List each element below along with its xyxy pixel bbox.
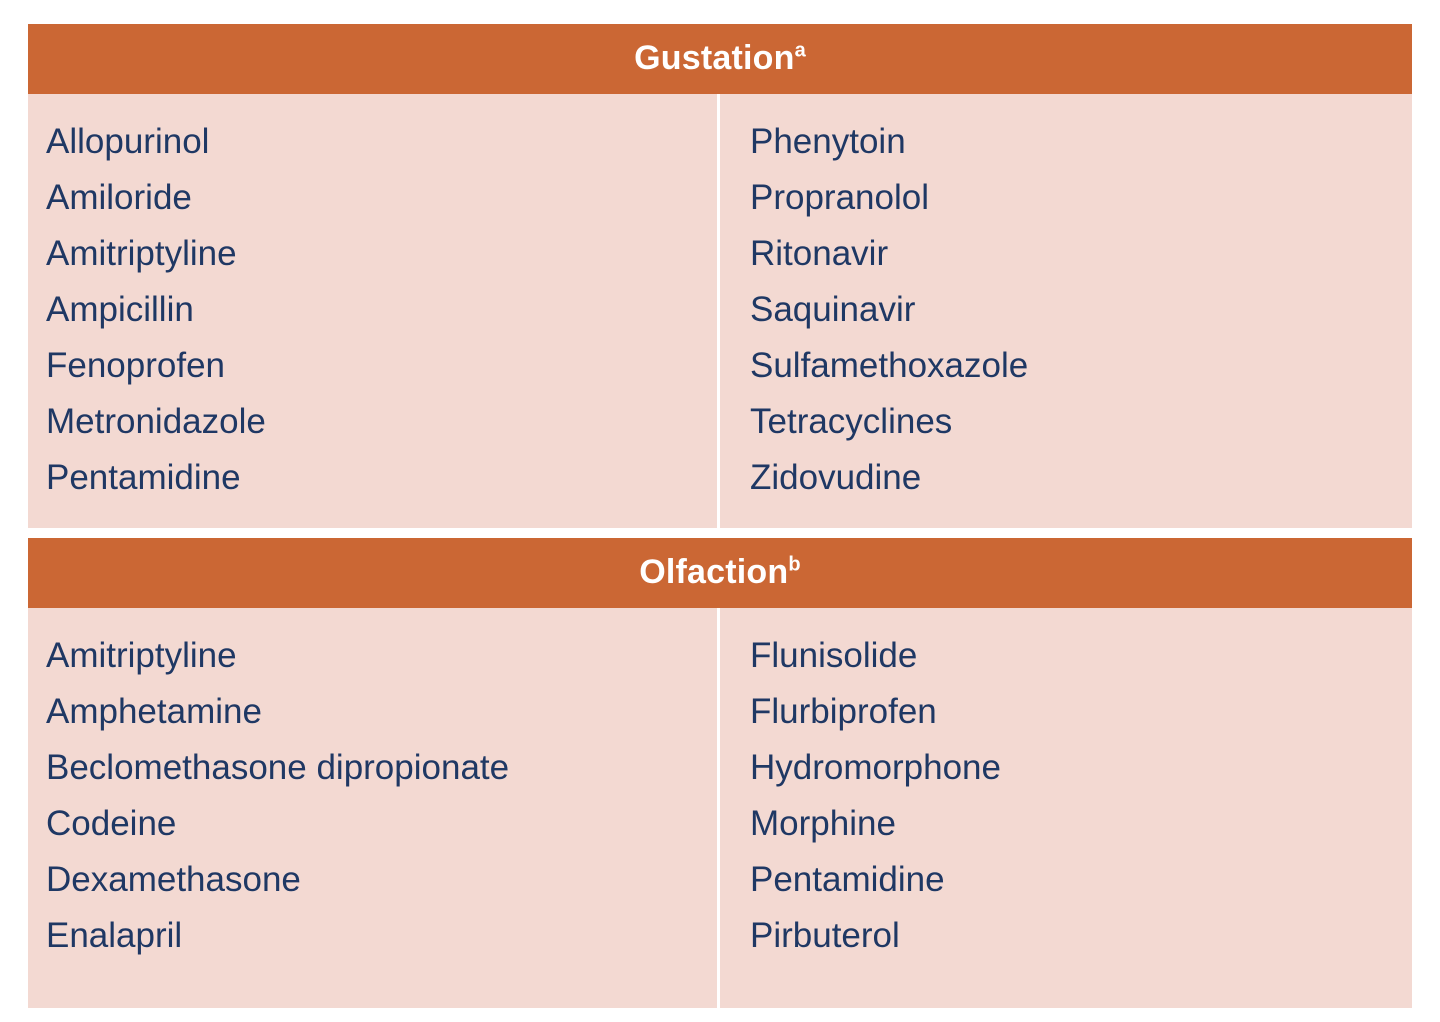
list-item: Hydromorphone bbox=[750, 748, 1001, 787]
olfaction-left-column bbox=[28, 608, 720, 1008]
list-item: Amphetamine bbox=[46, 692, 262, 731]
list-item: Ritonavir bbox=[750, 234, 889, 273]
olfaction-right-column bbox=[720, 608, 1412, 1008]
list-item: Phenytoin bbox=[750, 122, 906, 161]
list-item: Flurbiprofen bbox=[750, 692, 937, 731]
section-footnote-marker-gustation: a bbox=[794, 39, 806, 62]
list-item: Ampicillin bbox=[46, 290, 194, 329]
list-item: Amitriptyline bbox=[46, 234, 237, 273]
list-item: Metronidazole bbox=[46, 402, 266, 441]
section-footnote-marker-olfaction: b bbox=[788, 553, 801, 576]
list-item: Tetracyclines bbox=[750, 402, 953, 441]
section-body-gustation bbox=[28, 94, 1412, 528]
list-item: Pentamidine bbox=[46, 458, 241, 497]
section-gustation bbox=[28, 24, 1412, 528]
list-item: Sulfamethoxazole bbox=[750, 346, 1029, 385]
list-item: Fenoprofen bbox=[46, 346, 226, 385]
list-item: Enalapril bbox=[46, 916, 183, 955]
list-item: Propranolol bbox=[750, 178, 929, 217]
section-title-olfaction: Olfaction bbox=[639, 553, 789, 591]
list-item: Saquinavir bbox=[750, 290, 916, 329]
list-item: Codeine bbox=[46, 804, 177, 843]
list-item: Flunisolide bbox=[750, 636, 918, 675]
list-item: Morphine bbox=[750, 804, 896, 843]
list-item: Amitriptyline bbox=[46, 636, 237, 675]
list-item: Dexamethasone bbox=[46, 860, 301, 899]
list-item: Pirbuterol bbox=[750, 916, 900, 955]
gustation-right-column bbox=[720, 94, 1412, 528]
section-divider bbox=[28, 528, 1412, 538]
gustation-left-column bbox=[28, 94, 720, 528]
list-item: Zidovudine bbox=[750, 458, 922, 497]
list-item: Allopurinol bbox=[46, 122, 210, 161]
section-olfaction bbox=[28, 538, 1412, 1008]
section-body-olfaction bbox=[28, 608, 1412, 1008]
section-header-gustation bbox=[28, 24, 1412, 94]
list-item: Amiloride bbox=[46, 178, 192, 217]
list-item: Beclomethasone dipropionate bbox=[46, 748, 510, 787]
section-header-olfaction bbox=[28, 538, 1412, 608]
list-item: Pentamidine bbox=[750, 860, 945, 899]
section-title-gustation: Gustation bbox=[634, 39, 795, 77]
